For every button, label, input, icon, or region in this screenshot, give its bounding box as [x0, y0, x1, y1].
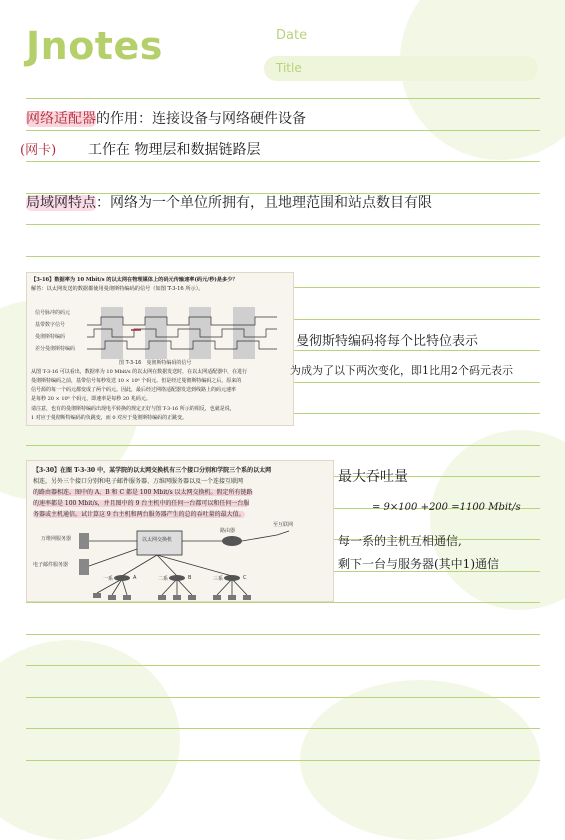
- internet-label: 至互联网: [273, 522, 294, 528]
- background-blob: [0, 640, 180, 840]
- note-text: ：网络为一个单位所拥有，且地理范围和站点数目有限: [96, 195, 432, 211]
- title-field[interactable]: [264, 56, 538, 81]
- note-line-2: [20, 139, 56, 158]
- dept-3-label: 三系: [213, 576, 224, 582]
- switch-a-label: A: [133, 575, 137, 581]
- switch-b-icon: [169, 575, 185, 581]
- background-blob: [430, 430, 565, 610]
- excerpt-body-line: 1 对应于曼彻斯特编码的负跳变，而 0 对应于曼彻斯特编码的正跳变。: [31, 415, 188, 421]
- switch-a-icon: [114, 575, 130, 581]
- note-line-3: [26, 192, 432, 212]
- ruled-line: [26, 602, 540, 603]
- title-placeholder: Title: [276, 61, 302, 75]
- switch-box: [137, 531, 182, 555]
- manchester-signal-figure: [87, 303, 287, 363]
- router-icon: [222, 536, 242, 546]
- ruled-line: [26, 728, 540, 729]
- signal-label-3: 差分曼彻斯特编码: [35, 346, 76, 352]
- mail-server-icon: [79, 559, 89, 575]
- ruled-line: [26, 161, 540, 162]
- ruled-line: [26, 256, 540, 257]
- note-term-highlight: 局域网特点: [26, 195, 96, 211]
- network-links: [89, 535, 277, 595]
- web-server-icon: [79, 533, 89, 549]
- note-term-highlight: 网络适配器: [26, 111, 96, 127]
- excerpt-body-line: 从图 T-3-16 可以看出，数据率为 10 Mbit/s 的以太网在数据发送时，在以太网适配器中，在进行: [31, 369, 248, 375]
- ruled-line: [26, 98, 540, 99]
- ruled-line: [26, 445, 540, 446]
- side-note-2-line-1: 最大吞吐量: [338, 469, 408, 485]
- internet-arrow: [277, 531, 289, 535]
- side-note-2-line-4: 剩下一台与服务器(其中1)通信: [338, 557, 499, 571]
- note-text: 的作用：连接设备与网络硬件设备: [96, 111, 306, 127]
- switch-b-label: B: [188, 575, 192, 581]
- textbook-excerpt-3-16: [26, 272, 294, 426]
- figure-caption: 图 T-3-16 曼彻斯特编码的信号: [119, 360, 192, 366]
- note-line-2-text: [88, 139, 260, 159]
- excerpt2-line: [33, 487, 331, 496]
- ruled-line: [26, 760, 540, 761]
- signal-label-2: 曼彻斯特编码: [35, 334, 66, 340]
- switch-c-icon: [224, 575, 240, 581]
- dept-1-label: 一系: [103, 576, 114, 582]
- ruled-line: [26, 224, 540, 225]
- excerpt2-line: [33, 498, 331, 507]
- excerpt-body-line: 曼彻斯特编码之前，基带信号每秒发送 10 × 10⁶ 个码元。但是经过曼彻斯特编码之后，原来的: [31, 378, 242, 384]
- ruled-line: [26, 665, 540, 666]
- side-note-1-line-1: 曼彻斯特编码将每个比特位表示: [296, 334, 479, 349]
- ruled-line: [26, 130, 540, 131]
- network-topology-figure: [27, 521, 333, 601]
- note-line-1: [26, 108, 306, 128]
- excerpt-body-line: 是每秒 20 × 10⁶ 个码元，即速率是每秒 20 兆码元。: [31, 396, 151, 402]
- excerpt-answer: 解答：以太网发送的数据都使用曼彻斯特编码的信号（如图 T-3-16 所示）。: [31, 286, 204, 292]
- ruled-line: [26, 697, 540, 698]
- signal-label-1: 基带数字信号: [35, 322, 66, 328]
- side-note-2-line-2: = 9×100 +200 =1100 Mbit/s: [372, 502, 521, 513]
- excerpt2-line: [33, 509, 331, 518]
- excerpt2-highlight: 的路由器相连。图中的 A、B 和 C 都是 100 Mbit/s 以太网交换机。假定所有链路: [33, 489, 253, 496]
- excerpt2-highlight: 的速率都是 100 Mbit/s，并且图中的 9 台主机中的任何一台都可以和任何一台服: [33, 500, 250, 507]
- excerpt-body-line: 信号源的每一个码元都变成了两个码元。因此，最后经过网络适配器发送到线路上的码元速率: [31, 387, 237, 393]
- side-note-1-line-2: 为成为了以下两次变化，即1比用2个码元表示: [290, 364, 513, 377]
- signal-label-0: 信号脉冲的码元: [35, 310, 71, 316]
- side-note-2-line-3: 每一系的主机互相通信,: [338, 534, 462, 548]
- ruled-line: [26, 634, 540, 635]
- excerpt2-highlight: 务器或主机通信。试计算这 9 台主机和两台服务器产生的总的吞吐量的最大值。: [33, 511, 245, 518]
- router-label: 路由器: [220, 528, 236, 534]
- app-logo: Jnotes: [26, 24, 163, 68]
- excerpt2-line: 相连，另外三个接口分别和电子邮件服务器、万维网服务器以及一个连接互联网: [33, 478, 244, 485]
- textbook-excerpt-3-30: [26, 460, 334, 602]
- excerpt2-line: 【3-30】在图 T-3-30 中，某学院的以太网交换机有三个接口分别和学院三个系的以太网: [33, 467, 272, 474]
- excerpt-body-line: 请注意，也有的曼彻斯特编码出现电平转换的规定正好与图 T-3-16 所示的相反，也就是说，: [31, 406, 235, 412]
- mail-server-label: 电子邮件服务器: [33, 562, 69, 568]
- excerpt-question: 【3-16】数据率为 10 Mbit/s 的以太网在物理媒体上的码元传输速率(码元/秒)是多少？: [31, 277, 238, 283]
- switch-c-label: C: [243, 575, 247, 581]
- switch-label: 以太网交换机: [142, 537, 173, 543]
- dept-2-label: 二系: [158, 576, 169, 582]
- note-tag: (网卡): [20, 143, 57, 158]
- note-text: 工作在 物理层和数据链路层: [88, 142, 261, 158]
- host-icons: [93, 593, 251, 600]
- date-label: Date: [276, 28, 308, 43]
- web-server-label: 万维网服务器: [41, 536, 72, 542]
